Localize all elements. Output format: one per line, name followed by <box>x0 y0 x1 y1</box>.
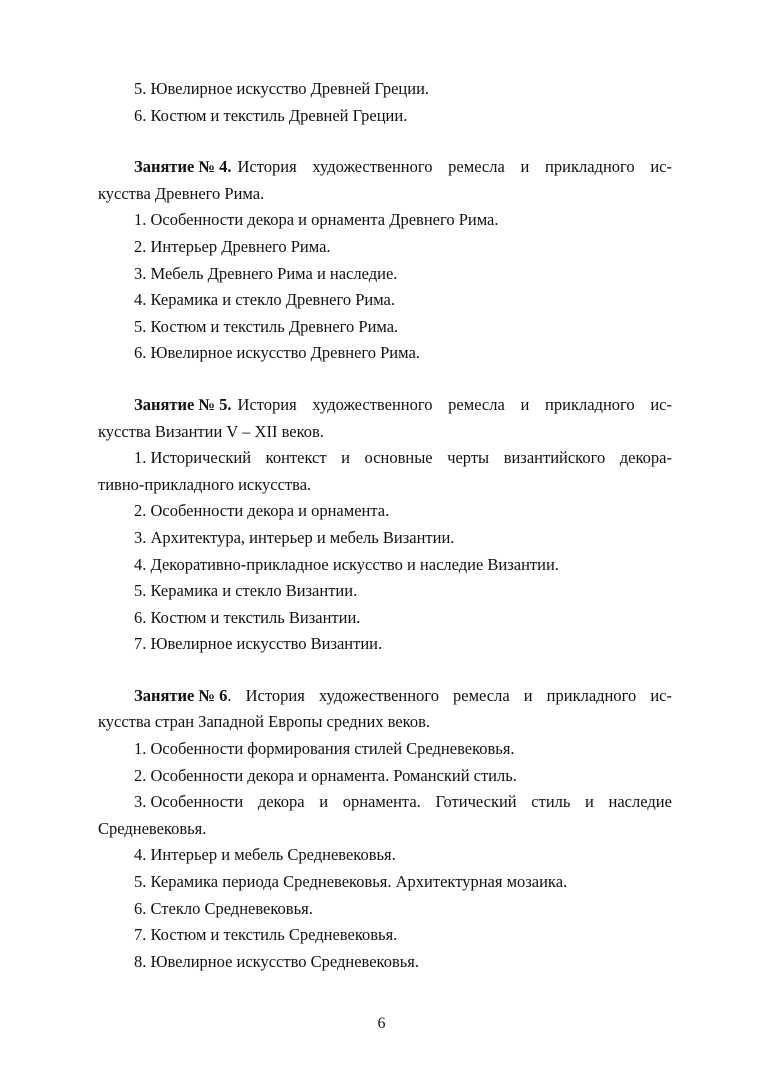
lesson-title-text: История художественного ремесла и прикладного ис- <box>237 394 672 414</box>
list-item-justified <box>98 789 672 816</box>
word: 1. Исторический <box>134 448 252 468</box>
lesson-heading <box>98 392 672 419</box>
list-item-continuation: тивно-прикладного искусства. <box>98 474 312 494</box>
word: Готический <box>435 792 517 812</box>
word: наследие <box>608 792 672 812</box>
list-item: 6. Костюм и текстиль Древней Греции. <box>134 105 408 125</box>
page-number: 6 <box>377 1015 386 1032</box>
lesson-title-continuation: кусства стран Западной Европы средних веков. <box>98 712 431 732</box>
word: декора- <box>619 448 672 468</box>
word: черты <box>447 448 490 468</box>
lesson-heading <box>98 154 672 181</box>
lesson-label: Занятие № 6 <box>134 685 228 705</box>
list-item: 6. Ювелирное искусство Древнего Рима. <box>134 343 420 363</box>
list-item: 7. Костюм и текстиль Средневековья. <box>134 925 398 945</box>
lesson-title-line <box>227 683 672 710</box>
word: и <box>585 792 594 812</box>
list-item: 7. Ювелирное искусство Византии. <box>134 634 383 654</box>
word: орнамента. <box>342 792 421 812</box>
list-item: 5. Керамика и стекло Византии. <box>134 581 358 601</box>
list-item: 4. Декоративно-прикладное искусство и наследие Византии. <box>134 554 559 574</box>
list-item: 5. Керамика периода Средневековья. Архитектурная мозаика. <box>134 872 568 892</box>
word: и <box>341 448 350 468</box>
lesson-title-continuation: кусства Византии V – XII веков. <box>98 421 324 441</box>
lesson-heading <box>98 683 672 710</box>
list-item: 8. Ювелирное искусство Средневековья. <box>134 951 420 971</box>
lesson-title-line <box>232 154 672 181</box>
word: и <box>319 792 329 812</box>
lesson-title-text: История художественного ремесла и прикладного ис- <box>237 157 672 177</box>
list-item: 6. Стекло Средневековья. <box>134 898 313 918</box>
list-item-justified <box>98 445 672 472</box>
lesson-title-line <box>232 392 672 419</box>
list-item: 6. Костюм и текстиль Византии. <box>134 607 361 627</box>
word: византийского <box>503 448 606 468</box>
list-item: 1. Особенности декора и орнамента Древнего Рима. <box>134 210 499 230</box>
list-item: 1. Особенности формирования стилей Средневековья. <box>134 739 515 759</box>
lesson-title-text: . История художественного ремесла и прикладного ис- <box>227 685 672 705</box>
word: декора <box>257 792 305 812</box>
lesson-label: Занятие № 4. <box>134 157 232 177</box>
list-item: 5. Ювелирное искусство Древней Греции. <box>134 79 430 98</box>
list-item: 3. Архитектура, интерьер и мебель Византии. <box>134 527 455 547</box>
list-item: 4. Интерьер и мебель Средневековья. <box>134 845 396 865</box>
list-item: 2. Особенности декора и орнамента. Романский стиль. <box>134 765 517 785</box>
list-item: 4. Керамика и стекло Древнего Рима. <box>134 290 395 310</box>
list-item: 5. Костюм и текстиль Древнего Рима. <box>134 316 399 336</box>
lesson-title-continuation: кусства Древнего Рима. <box>98 183 265 203</box>
list-item: 3. Мебель Древнего Рима и наследие. <box>134 263 398 283</box>
word: основные <box>364 448 433 468</box>
lesson-label: Занятие № 5. <box>134 394 232 414</box>
list-item-continuation: Средневековья. <box>98 818 207 838</box>
word: 3. Особенности <box>134 792 244 812</box>
list-item: 2. Интерьер Древнего Рима. <box>134 236 331 256</box>
list-item: 2. Особенности декора и орнамента. <box>134 501 390 521</box>
word: контекст <box>265 448 327 468</box>
document-body <box>98 76 672 975</box>
word: стиль <box>531 792 571 812</box>
